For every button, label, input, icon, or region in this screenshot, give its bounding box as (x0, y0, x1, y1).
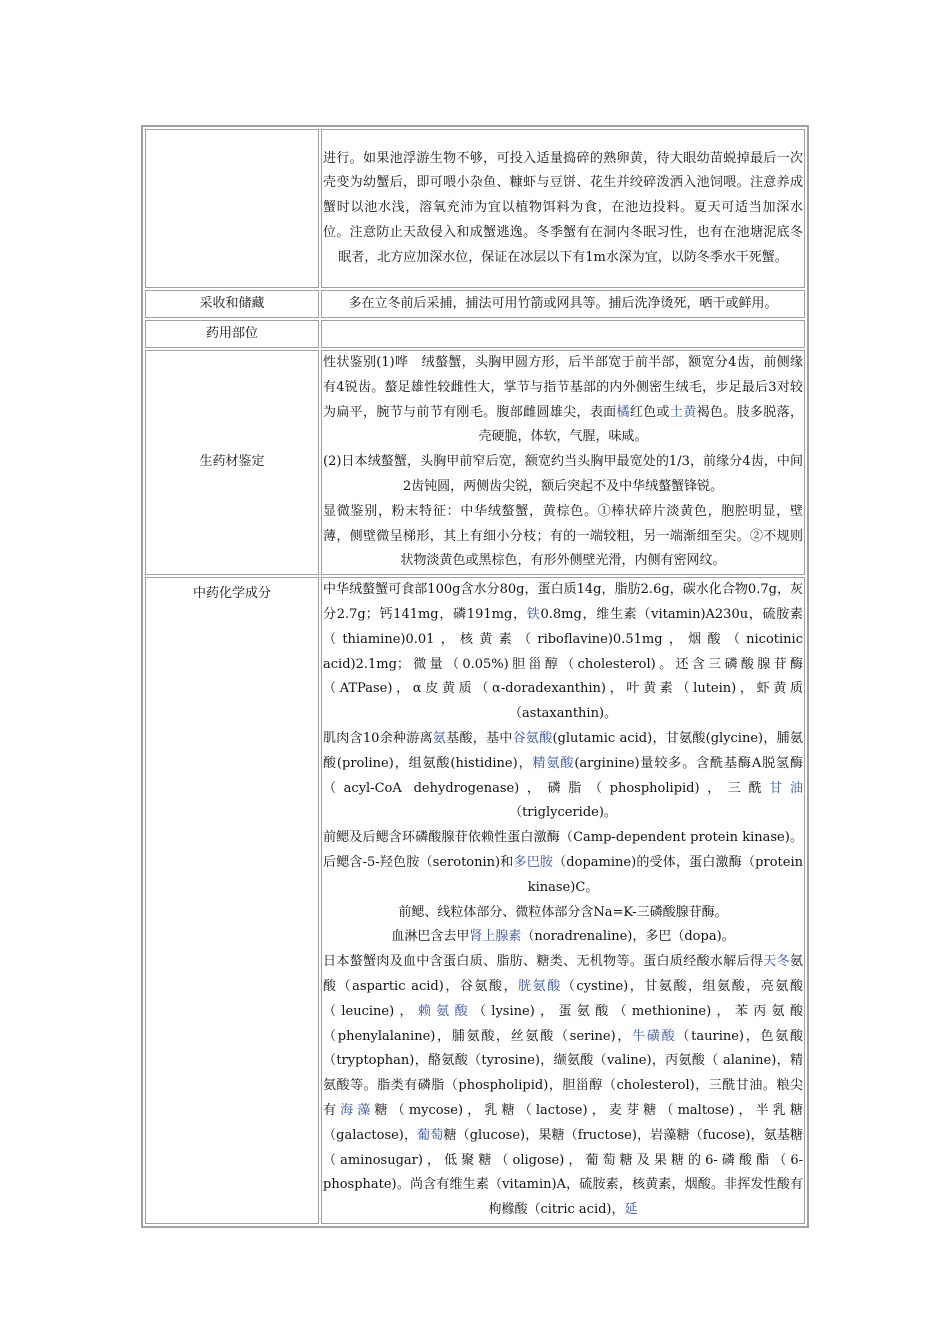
row-label-medicinal-part: 药用部位 (145, 320, 319, 348)
text-span: 0.8mg，维生素（vitamin)A230u，硫胺素（thiamine)0.01，核黄素（riboflavine)0.51mg，烟酸（nicotinic acid)2.1mg；微量（0.05%)胆甾醇（cholesterol)。还含三磷酸腺苷酶（ATPase)，α皮黄质（α-doradexanthin)，叶黄素（lutein)，虾黄质（astaxanthin)。 (323, 606, 803, 722)
text-span: （noradrenaline)，多巴（dopa)。 (521, 929, 735, 945)
harvest-paragraph: 多在立冬前后采捕，捕法可用竹箭或网具等。捕后洗净烫死，晒干或鲜用。 (348, 295, 778, 311)
link-an[interactable]: 氨 (432, 730, 447, 746)
text-span: 褐色。肢多脱落，壳硬脆，体软，气腥，味咸。 (478, 404, 803, 445)
text-span: 血淋巴含去甲 (391, 929, 470, 945)
text-span: 中华绒螯蟹可食部100g含水分80g，蛋白质14g，脂肪2.6g，碳水化合物0.7g，灰分2.7g；钙141mg，磷191mg， (323, 582, 803, 622)
text-span: 糖（glucose)，果糖（fructose)，岩藻糖（fucose)，氨基糖（aminosugar)，低聚糖（oligose)，葡萄糖及果糖的6-磷酸酯（6-phosphate)。尚含有维生素（vitamin)A，硫胺素，核黄素，烟酸。非挥发性酸有枸橼酸（citric acid)， (323, 1127, 803, 1218)
row-content-harvest (321, 290, 805, 318)
link-laiansuan[interactable]: 赖氨酸 (417, 1003, 473, 1019)
link-jingansuan[interactable]: 精氨酸 (532, 755, 575, 771)
herb-info-table (141, 125, 809, 1228)
chemistry-paragraph-1 (323, 578, 803, 727)
text-span: （triglyceride)。 (509, 805, 617, 821)
table-row-medicinal-part (145, 320, 805, 348)
link-duobaan[interactable]: 多巴胺 (513, 854, 554, 870)
link-guangansuan[interactable]: 胱氨酸 (518, 978, 562, 994)
identification-paragraph-1 (323, 351, 803, 450)
row-content-chemistry (321, 577, 805, 1224)
row-label-identification: 生药材鉴定 (145, 350, 319, 575)
row-label-empty (145, 129, 319, 288)
table-row-chemistry (145, 577, 805, 1224)
link-haizao[interactable]: 海藻 (340, 1102, 375, 1118)
link-tie[interactable]: 铁 (526, 606, 541, 622)
text-span: 性状鉴别(1)哗 绒螯蟹，头胸甲圆方形，后半部宽于前半部，额宽分4齿，前侧缘有4锐齿。螯足雄性较雌性大，掌节与指节基部的内外侧密生绒毛，步足最后3对较为扁平，腕节与前节有刚毛。腹部雌圆雄尖，表面 (323, 355, 803, 420)
link-ju[interactable]: 橘 (616, 404, 630, 420)
link-putao[interactable]: 葡萄 (417, 1127, 444, 1143)
text-span: （taurine)，色氨酸（tryptophan)，酪氨酸（tyrosine)，缬氨酸（valine)，丙氨酸（ alanine)，精氨酸等。脂类有磷脂（phospholipid)，胆甾醇（cholesterol)，三酰甘油。粮尖有 (323, 1028, 803, 1118)
text-span: (arginine)量较多。含酰基酶A脱氢酶（acyl-CoA dehydrogenase)，磷脂（phospholipid)，三酰 (323, 755, 803, 796)
chemistry-paragraph-2 (323, 727, 803, 826)
table-row-harvest (145, 290, 805, 318)
text-span: 前鳃及后鳃含环磷酸腺苷依赖性蛋白激酶（Camp-dependent protein kinase)。后鳃含-5-羟色胺（serotonin)和 (323, 830, 803, 870)
row-content-cultivation (321, 129, 805, 288)
identification-paragraph-2: (2)日本绒螯蟹，头胸甲前窄后宽，额宽约当头胸甲最宽处的1/3，前缘分4齿，中间2齿钝圆，两侧齿尖锐，额后突起不及中华绒螯蟹锋锐。 (323, 454, 803, 494)
text-span: (glutamic acid)，甘氨酸(glycine)，脯氨酸(proline)，组氨酸(histidine)， (323, 730, 803, 771)
text-span: 红色或 (629, 404, 670, 420)
chemistry-paragraph-4: 前鳃、线粒体部分、微粒体部分含Na=K-三磷酸腺苷酶。 (398, 904, 728, 920)
link-ganyou[interactable]: 甘油 (769, 780, 803, 796)
text-span: 日本螯蟹肉及血中含蛋白质、脂肪、糖类、无机物等。蛋白质经酸水解后得 (323, 954, 764, 970)
row-label-harvest: 采收和储藏 (145, 290, 319, 318)
table-row-cultivation (145, 129, 805, 288)
text-span: （dopamine)的受体，蛋白激酶（protein kinase)C。 (527, 854, 803, 895)
row-content-identification (321, 350, 805, 575)
row-content-medicinal-part (321, 320, 805, 348)
text-span: 糖（mycose)，乳糖（lactose)，麦芽糖（maltose)，半乳糖（galactose)， (323, 1102, 803, 1143)
text-span: 氨酸（aspartic acid)，谷氨酸， (323, 954, 803, 994)
link-niuhuangsuan[interactable]: 牛磺酸 (632, 1028, 677, 1044)
link-yan[interactable]: 延 (624, 1202, 638, 1218)
text-span: 基酸，基中 (446, 730, 513, 746)
cultivation-paragraph: 进行。如果池浮游生物不够，可投入适量捣碎的熟卵黄，待大眼幼苗蜕掉最后一次壳变为幼蟹后，即可喂小杂鱼、糠虾与豆饼、花生并绞碎泼洒入池饲喂。注意养成蟹时以池水浅，溶氧充沛为宜以植物饵料为食，在池边投料。夏天可适当加深水位。注意防止天敌侵入和成蟹逃逸。冬季蟹有在洞内冬眠习性，也有在池塘泥底冬眠者，北方应加深水位，保证在冰层以下有1m水深为宜，以防冬季水干死蟹。 (323, 150, 803, 265)
identification-paragraph-3: 显微鉴别，粉末特征：中华绒螯蟹，黄棕色。①棒状碎片淡黄色，胞腔明显，壁薄，侧壁微呈梯形，其上有细小分枝；有的一端较粗，另一端渐细至尖。②不规则状物淡黄色或黑棕色，有形外侧壁光滑，内侧有密网纹。 (323, 503, 803, 569)
row-label-chemistry: 中药化学成分 (145, 577, 319, 1224)
text-span: （lysine)，蛋氨酸（methionine)，苯丙氨酸（phenylalanine)，脯氨酸，丝氨酸（serine)， (323, 1003, 803, 1044)
link-shenshangxiansu[interactable]: 肾上腺素 (469, 929, 522, 945)
link-guansuan[interactable]: 谷氨酸 (512, 730, 553, 746)
text-span: （cystine)，甘氨酸，组氨酸，亮氨酸（leucine)， (323, 978, 803, 1019)
text-span: 肌肉含10余种游离 (323, 730, 433, 746)
chemistry-paragraph-6 (323, 950, 803, 1223)
link-tiandong[interactable]: 天冬 (763, 954, 790, 970)
link-tuhuang[interactable]: 土黄 (669, 404, 697, 420)
chemistry-paragraph-5 (323, 925, 803, 950)
chemistry-paragraph-3 (323, 826, 803, 900)
table-row-identification (145, 350, 805, 575)
